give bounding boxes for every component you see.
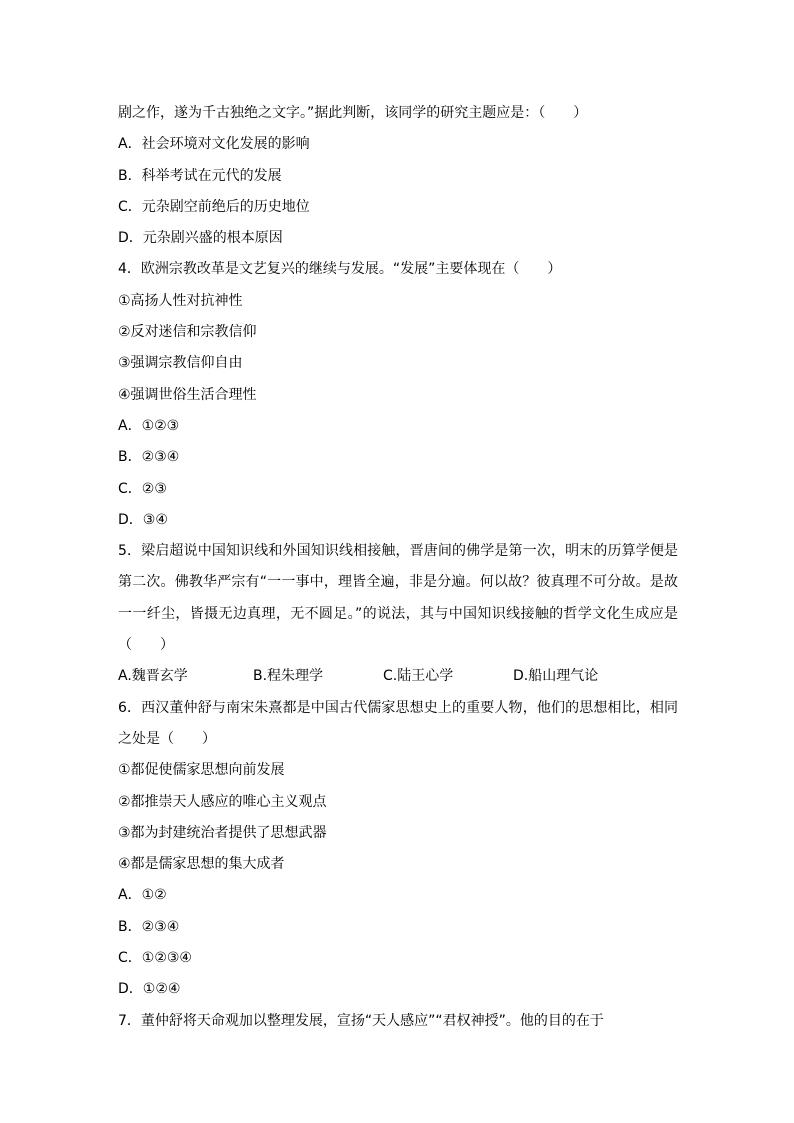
q4-stem: 4．欧洲宗教改革是文艺复兴的继续与发展。“发展”主要体现在（ ） — [118, 261, 562, 278]
q3-option-c: C．元杂剧空前绝后的历史地位 — [118, 198, 310, 215]
q7-stem: 7．董仲舒将天命观加以整理发展，宣扬“天人感应”“君权神授”。他的目的在于 — [118, 1012, 604, 1029]
q5-options — [118, 661, 678, 692]
q4-option-a: A．①②③ — [118, 417, 180, 434]
q5-option-c: C.陆王心学 — [383, 668, 454, 685]
q5-option-a: A.魏晋玄学 — [118, 668, 188, 685]
q4-option-b: B．②③④ — [118, 449, 180, 466]
q3-option-b: B．科举考试在元代的发展 — [118, 167, 282, 184]
q4-item-2: ②反对迷信和宗教信仰 — [118, 324, 257, 341]
q6-item-3: ③都为封建统治者提供了思想武器 — [118, 824, 327, 841]
document-content — [118, 98, 678, 1037]
q4-item-3: ③强调宗教信仰自由 — [118, 355, 243, 372]
q5-option-b: B.程朱理学 — [253, 668, 324, 685]
q6-item-2: ②都推崇天人感应的唯心主义观点 — [118, 793, 327, 810]
q4-item-4: ④强调世俗生活合理性 — [118, 386, 257, 403]
q4-option-c: C．②③ — [118, 480, 167, 497]
q6-option-a: A．①② — [118, 887, 167, 904]
q4-option-d: D．③④ — [118, 511, 168, 528]
q6-option-c: C．①②③④ — [118, 950, 192, 967]
q3-stem-tail: 剧之作，遂为千古独绝之文字。”据此判断，该同学的研究主题应是：（ ） — [118, 105, 588, 121]
q6-option-b: B．②③④ — [118, 918, 180, 935]
q6-stem: 6．西汉董仲舒与南宋朱熹都是中国古代儒家思想史上的重要人物，他们的思想相比，相同之处是（ ） — [118, 699, 678, 747]
q3-option-a: A．社会环境对文化发展的影响 — [118, 136, 310, 153]
q4-item-1: ①高扬人性对抗神性 — [118, 292, 243, 309]
q6-option-d: D．①②④ — [118, 981, 181, 998]
q6-item-1: ①都促使儒家思想向前发展 — [118, 762, 285, 779]
q5-stem: 5．梁启超说中国知识线和外国知识线相接触，晋唐间的佛学是第一次，明末的历算学便是第二次。佛教华严宗有“一一事中，理皆全遍，非是分遍。何以故？彼真理不可分故。是故一一纤尘，皆摄无边真理，无不圆足。”的说法，其与中国知识线接触的哲学文化生成应是（ ） — [118, 543, 678, 654]
q3-option-d: D．元杂剧兴盛的根本原因 — [118, 230, 283, 247]
q5-option-d: D.船山理气论 — [513, 668, 599, 685]
q6-item-4: ④都是儒家思想的集大成者 — [118, 856, 285, 873]
